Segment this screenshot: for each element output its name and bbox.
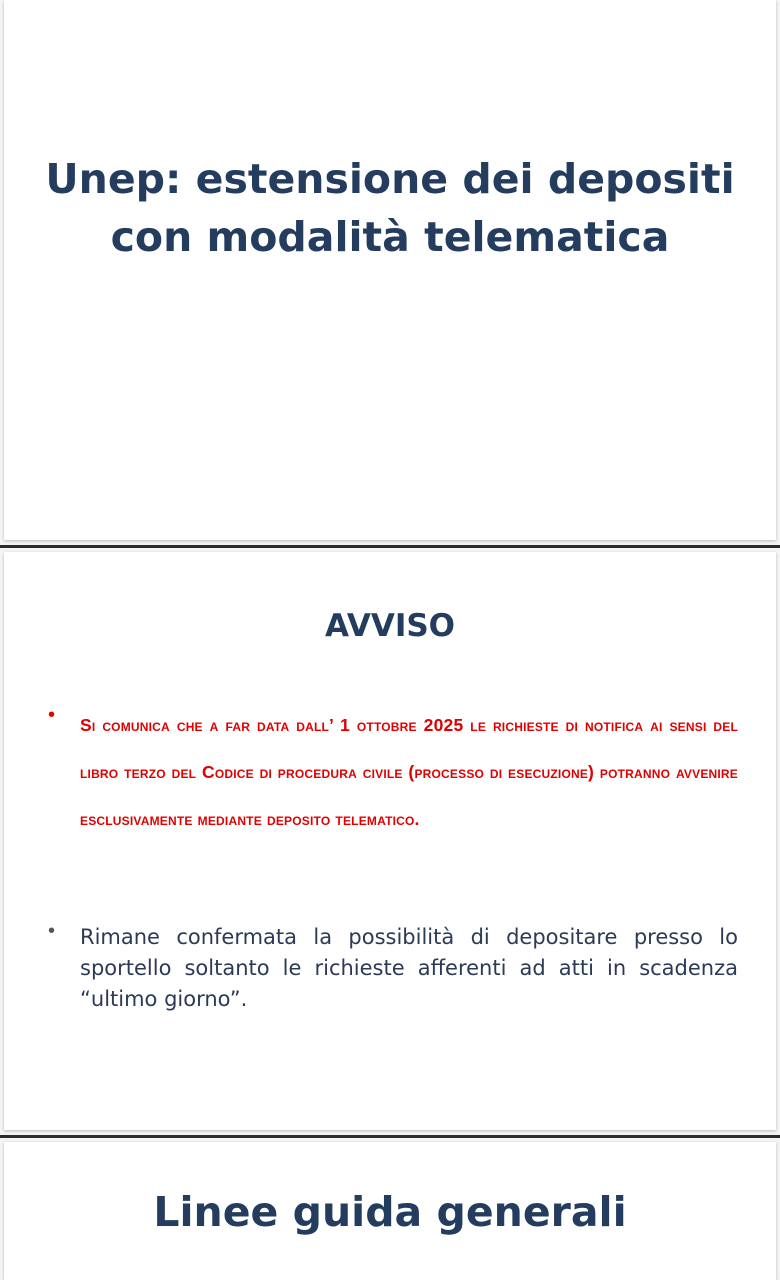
slide-1-title-line-1: Unep: estensione dei depositi xyxy=(45,155,735,203)
slide-1-title xyxy=(4,150,776,266)
bullet-icon: • xyxy=(48,704,56,726)
slide-3-title: Linee guida generali xyxy=(153,1188,627,1236)
slide-divider xyxy=(0,1135,780,1138)
info-text: Rimane confermata la possibilità di depositare presso lo sportello soltanto le richieste afferenti ad atti in scadenza “ultimo giorno”. xyxy=(80,925,738,1011)
notice-text: Si comunica che a far data dall’ 1 ottobre 2025 le richieste di notifica ai sensi del libro terzo del Codice di procedura civile (processo di esecuzione) potranno avvenire esclusivamente mediante deposito telematico. xyxy=(80,715,738,829)
notice-bullet xyxy=(48,702,738,843)
slide-3[interactable] xyxy=(4,1142,776,1280)
slide-divider xyxy=(0,545,780,548)
avviso-heading: AVVISO xyxy=(324,608,456,644)
slide-1-title-line-2: con modalità telematica xyxy=(110,213,670,261)
bullet-icon: • xyxy=(48,920,56,942)
slide-2[interactable] xyxy=(4,552,776,1130)
slide-1[interactable] xyxy=(4,0,776,540)
info-bullet xyxy=(48,922,738,1015)
